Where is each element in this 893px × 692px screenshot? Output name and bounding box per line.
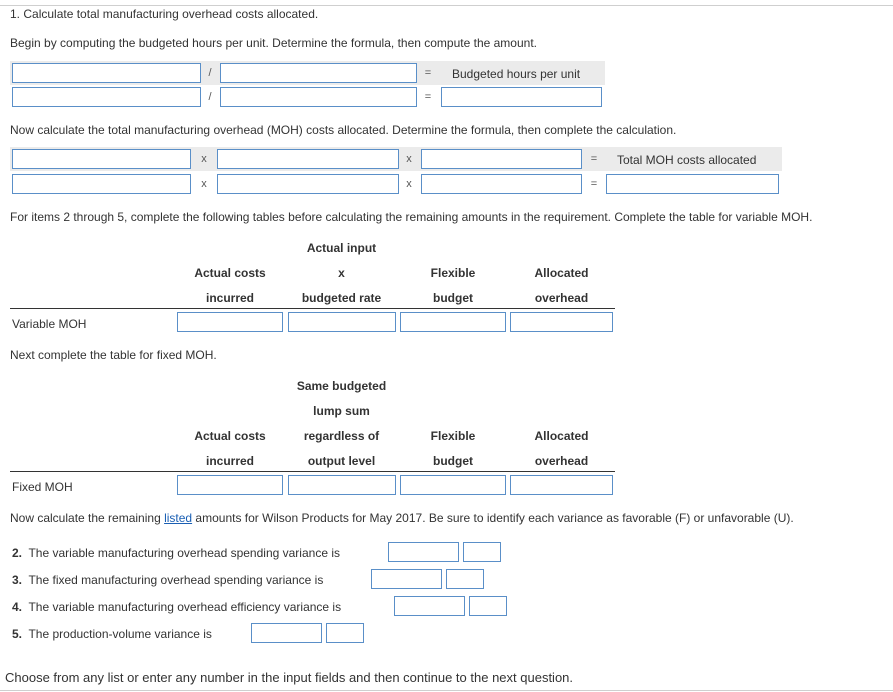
multiply-operator: x	[406, 178, 412, 190]
variable-flexible-budget-input[interactable]	[400, 312, 506, 332]
multiply-operator: x	[201, 153, 207, 165]
total-moh-result[interactable]	[606, 174, 779, 194]
fixed-actual-costs-input[interactable]	[177, 475, 283, 495]
header-allocated: Allocated	[534, 266, 589, 280]
header-overhead: overhead	[534, 454, 589, 468]
variance-3-fu-select[interactable]	[446, 569, 484, 589]
header-flexible: Flexible	[430, 429, 476, 443]
variable-allocated-overhead-input[interactable]	[510, 312, 613, 332]
variance-text: The fixed manufacturing overhead spending variance is	[28, 573, 324, 587]
header-regardless-of: regardless of	[303, 429, 380, 443]
variance-3-amount-input[interactable]	[371, 569, 442, 589]
variance-number: 4.	[12, 600, 23, 614]
variable-actual-costs-input[interactable]	[177, 312, 283, 332]
bottom-divider	[0, 690, 893, 691]
moh-instruction: Now calculate the total manufacturing overhead (MOH) costs allocated. Determine the formula, then complete the calculation.	[10, 123, 677, 137]
row-label-fixed-moh: Fixed MOH	[12, 480, 73, 494]
top-divider	[0, 5, 893, 6]
header-budgeted-rate: budgeted rate	[301, 291, 382, 305]
moh-formula-input-2[interactable]	[217, 149, 399, 169]
multiply-operator: x	[406, 153, 412, 165]
variance-2-fu-select[interactable]	[463, 542, 501, 562]
header-actual-input: Actual input	[306, 241, 377, 255]
fixed-lump-sum-input[interactable]	[288, 475, 396, 495]
moh-amount-input-2[interactable]	[217, 174, 399, 194]
footer-instruction: Choose from any list or enter any number in the input fields and then continue to the next question.	[5, 670, 574, 685]
question-text: Calculate total manufacturing overhead costs allocated.	[23, 7, 319, 21]
moh-formula-input-1[interactable]	[12, 149, 191, 169]
header-actual-costs: Actual costs	[194, 266, 266, 280]
header-allocated: Allocated	[534, 429, 589, 443]
variance-4	[12, 600, 341, 614]
variance-text: The variable manufacturing overhead spending variance is	[28, 546, 340, 560]
variable-table-instruction: For items 2 through 5, complete the following tables before calculating the remaining amounts in the requirement. Complete the table for variable MOH.	[10, 210, 813, 224]
header-output-level: output level	[307, 454, 376, 468]
variance-text: The variable manufacturing overhead efficiency variance is	[28, 600, 342, 614]
fixed-allocated-overhead-input[interactable]	[510, 475, 613, 495]
multiply-operator: x	[201, 178, 207, 190]
equals-operator: =	[590, 153, 598, 165]
header-actual-costs: Actual costs	[194, 429, 266, 443]
fixed-flexible-budget-input[interactable]	[400, 475, 506, 495]
budgeted-instruction: Begin by computing the budgeted hours per unit. Determine the formula, then compute the amount.	[10, 36, 537, 50]
variance-2-amount-input[interactable]	[388, 542, 459, 562]
moh-amount-input-1[interactable]	[12, 174, 191, 194]
variance-5	[12, 627, 212, 641]
table-header-rule	[10, 308, 615, 309]
divide-operator: /	[208, 67, 212, 79]
variance-4-fu-select[interactable]	[469, 596, 507, 616]
header-budget: budget	[433, 454, 473, 468]
question-number: 1.	[10, 7, 21, 21]
variance-3	[12, 573, 323, 587]
variance-text: The production-volume variance is	[28, 627, 212, 641]
header-incurred: incurred	[205, 291, 254, 305]
header-lump-sum: lump sum	[313, 404, 370, 418]
equals-operator: =	[590, 178, 598, 190]
budgeted-amount-denominator[interactable]	[220, 87, 417, 107]
equals-operator: =	[424, 91, 432, 103]
row-label-variable-moh: Variable MOH	[12, 317, 87, 331]
remaining-prefix: Now calculate the remaining	[10, 511, 165, 525]
variance-2	[12, 546, 340, 560]
variance-number: 5.	[12, 627, 23, 641]
question-title	[10, 7, 318, 21]
budgeted-hours-label: Budgeted hours per unit	[452, 67, 581, 81]
header-incurred: incurred	[205, 454, 254, 468]
header-flexible: Flexible	[430, 266, 476, 280]
variance-5-fu-select[interactable]	[326, 623, 364, 643]
variance-5-amount-input[interactable]	[251, 623, 322, 643]
moh-amount-input-3[interactable]	[421, 174, 582, 194]
header-x: x	[338, 266, 345, 280]
equals-operator: =	[424, 67, 432, 79]
listed-link[interactable]: listed	[164, 511, 193, 525]
variance-number: 2.	[12, 546, 23, 560]
variance-number: 3.	[12, 573, 23, 587]
budgeted-formula-numerator[interactable]	[12, 63, 201, 83]
variable-actual-input-rate-input[interactable]	[288, 312, 396, 332]
budgeted-amount-numerator[interactable]	[12, 87, 201, 107]
fixed-table-instruction: Next complete the table for fixed MOH.	[10, 348, 217, 362]
remaining-suffix: amounts for Wilson Products for May 2017. Be sure to identify each variance as favorable (F) or unfavorable (U).	[192, 511, 794, 525]
header-budget: budget	[433, 291, 473, 305]
budgeted-formula-denominator[interactable]	[220, 63, 417, 83]
remaining-instruction	[10, 511, 794, 525]
divide-operator: /	[208, 91, 212, 103]
header-same-budgeted: Same budgeted	[296, 379, 387, 393]
budgeted-hours-result[interactable]	[441, 87, 602, 107]
variance-4-amount-input[interactable]	[394, 596, 465, 616]
moh-formula-input-3[interactable]	[421, 149, 582, 169]
total-moh-label: Total MOH costs allocated	[617, 153, 757, 167]
table-header-rule	[10, 471, 615, 472]
header-overhead: overhead	[534, 291, 589, 305]
